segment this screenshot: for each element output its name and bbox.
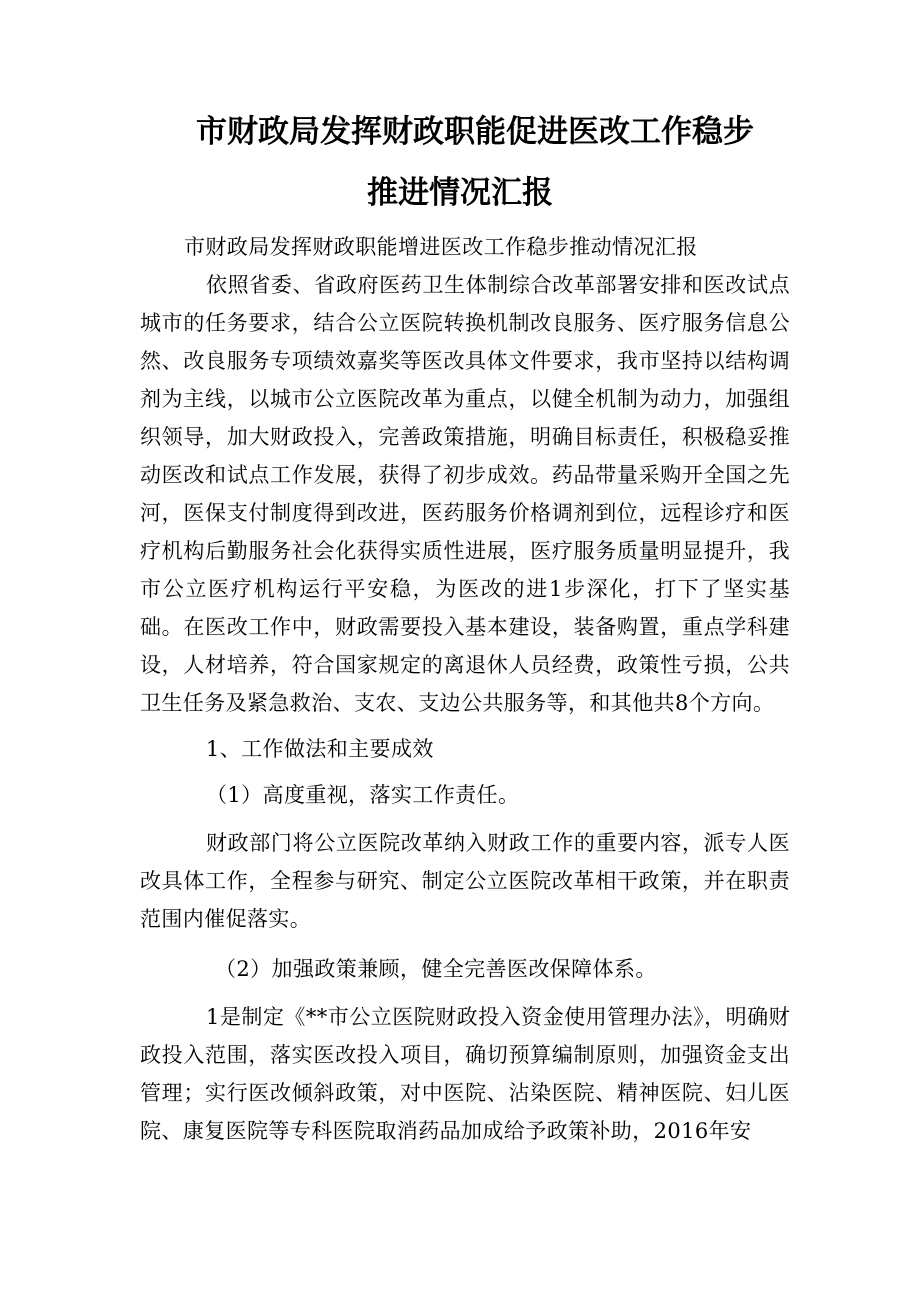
subsection-heading-2: （2）加强政策兼顾，健全完善医改保障体系。 (215, 957, 657, 981)
paragraph-sub2-body: 1是制定《**市公立医院财政投入资金使用管理办法》，明确财政投入范围，落实医改投入项目，确切预算编制原则，加强资金支出管理；实行医改倾斜政策，对中医院、沾染医院、精神医院、妇儿医院、康复医院等专科医院取消药品加成给予政策补助，2016年安 (140, 1005, 790, 1143)
subsection-heading-1: （1）高度重视，落实工作责任。 (206, 783, 520, 807)
document-subtitle: 市财政局发挥财政职能增进医改工作稳步推动情况汇报 (184, 235, 698, 259)
paragraph-intro: 依照省委、省政府医药卫生体制综合改革部署安排和医改试点城市的任务要求，结合公立医院转换机制改良服务、医疗服务信息公然、改良服务专项绩效嘉奖等医改具体文件要求，我市坚持以结构调剂为主线，以城市公立医院改革为重点，以健全机制为动力，加强组织领导，加大财政投入，完善政策措施，明确目标责任，积极稳妥推动医改和试点工作发展，获得了初步成效。药品带量采购开全国之先河，医保支付制度得到改进，医药服务价格调剂到位，远程诊疗和医疗机构后勤服务社会化获得实质性进展，医疗服务质量明显提升，我市公立医疗机构运行平安稳，为医改的进1步深化，打下了坚实基础。在医改工作中，财政需要投入基本建设，装备购置，重点学科建设，人材培养，符合国家规定的离退休人员经费，政策性亏损，公共卫生任务及紧急救治、支农、支边公共服务等，和其他共8个方向。 (140, 273, 790, 715)
document-title-line-1: 市财政局发挥财政职能促进医改工作稳步 (196, 114, 754, 150)
document-title-line-2: 推进情况汇报 (367, 175, 553, 211)
section-heading-1: 1、工作做法和主要成效 (206, 737, 434, 761)
document-body (140, 226, 790, 1150)
paragraph-sub1-body: 财政部门将公立医院改革纳入财政工作的重要内容，派专人医改具体工作，全程参与研究、制定公立医院改革相干政策，并在职责范围内催促落实。 (140, 831, 790, 931)
